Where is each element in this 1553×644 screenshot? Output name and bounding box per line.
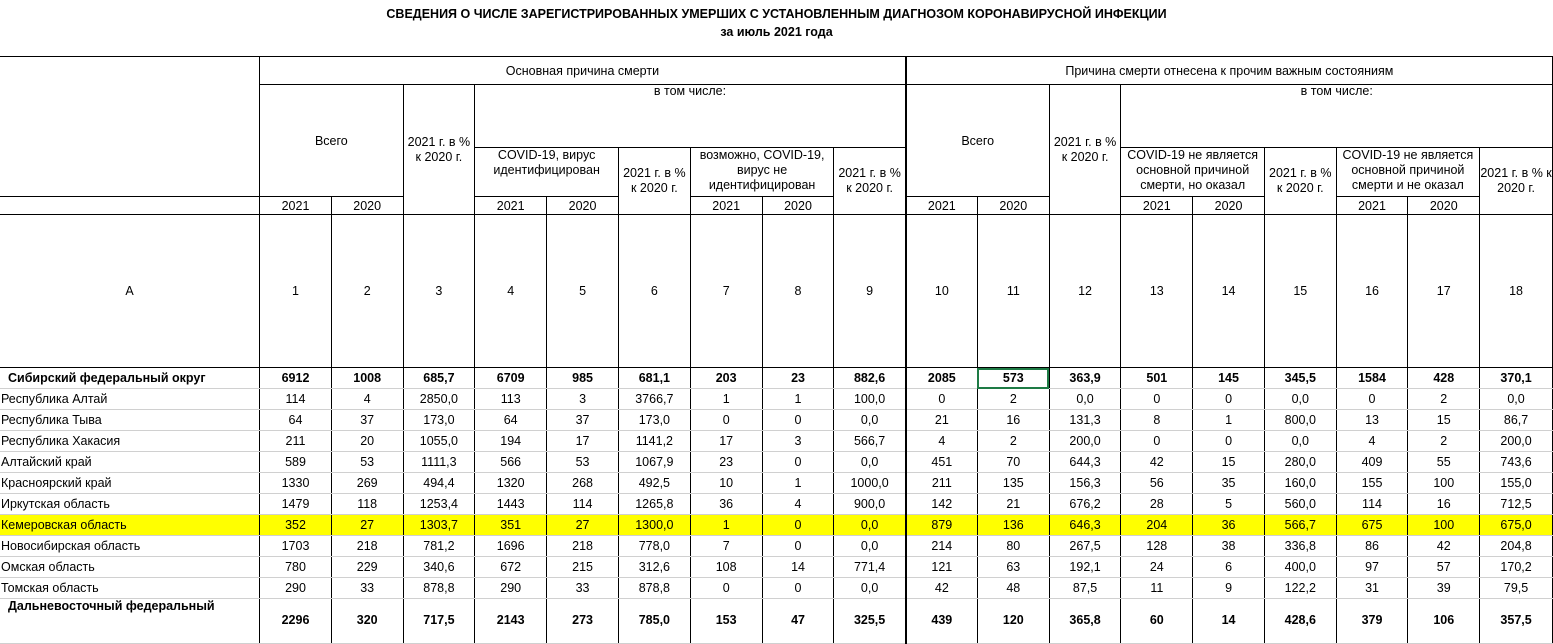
value-cell[interactable]: 501 bbox=[1121, 368, 1193, 389]
table-row bbox=[0, 494, 1553, 515]
value-cell[interactable]: 2296 bbox=[260, 599, 332, 644]
column-number: 18 bbox=[1480, 215, 1553, 368]
header-year: 2020 bbox=[547, 197, 619, 215]
value-cell[interactable]: 1 bbox=[762, 473, 834, 494]
value-cell[interactable]: 145 bbox=[1193, 368, 1265, 389]
header-year: 2020 bbox=[1193, 197, 1265, 215]
value-cell[interactable]: 1111,3 bbox=[403, 452, 475, 473]
table-row bbox=[0, 368, 1553, 389]
column-letter-a: A bbox=[0, 215, 260, 368]
value-cell[interactable]: 114 bbox=[547, 494, 619, 515]
header-total-other: Всего bbox=[906, 85, 1049, 197]
value-cell[interactable]: 771,4 bbox=[834, 557, 906, 578]
value-cell[interactable]: 136 bbox=[977, 515, 1049, 536]
value-cell[interactable]: 1 bbox=[762, 389, 834, 410]
value-cell[interactable]: 566,7 bbox=[1264, 515, 1336, 536]
region-name-cell[interactable]: Алтайский край bbox=[0, 452, 260, 473]
value-cell[interactable]: 27 bbox=[547, 515, 619, 536]
value-cell[interactable]: 63 bbox=[977, 557, 1049, 578]
value-cell[interactable]: 155,0 bbox=[1480, 473, 1553, 494]
value-cell[interactable]: 0 bbox=[762, 410, 834, 431]
value-cell[interactable]: 4 bbox=[1336, 431, 1408, 452]
header-year: 2021 bbox=[260, 197, 332, 215]
value-cell[interactable]: 780 bbox=[260, 557, 332, 578]
table-row bbox=[0, 578, 1553, 599]
region-name-cell[interactable]: Иркутская область bbox=[0, 494, 260, 515]
value-cell[interactable]: 0 bbox=[690, 578, 762, 599]
header-pct-col12: 2021 г. в % к 2020 г. bbox=[1049, 85, 1121, 215]
value-cell[interactable]: 10 bbox=[690, 473, 762, 494]
value-cell[interactable]: 566,7 bbox=[834, 431, 906, 452]
value-cell[interactable]: 60 bbox=[1121, 599, 1193, 644]
header-pct-col18: 2021 г. в % к 2020 г. bbox=[1480, 148, 1553, 215]
value-cell[interactable]: 135 bbox=[977, 473, 1049, 494]
value-cell[interactable]: 1 bbox=[1193, 410, 1265, 431]
header-main-cause: Основная причина смерти bbox=[260, 57, 906, 85]
value-cell[interactable]: 717,5 bbox=[403, 599, 475, 644]
value-cell[interactable]: 363,9 bbox=[1049, 368, 1121, 389]
mortality-table bbox=[0, 56, 1553, 644]
value-cell[interactable]: 1696 bbox=[475, 536, 547, 557]
value-cell[interactable]: 681,1 bbox=[618, 368, 690, 389]
value-cell[interactable]: 675,0 bbox=[1480, 515, 1553, 536]
region-name-cell[interactable]: Красноярский край bbox=[0, 473, 260, 494]
value-cell[interactable]: 215 bbox=[547, 557, 619, 578]
table-row bbox=[0, 473, 1553, 494]
table-row bbox=[0, 515, 1553, 536]
value-cell[interactable]: 428,6 bbox=[1264, 599, 1336, 644]
value-cell[interactable]: 2 bbox=[1408, 431, 1480, 452]
value-cell[interactable]: 439 bbox=[906, 599, 978, 644]
value-cell[interactable]: 122,2 bbox=[1264, 578, 1336, 599]
value-cell[interactable]: 494,4 bbox=[403, 473, 475, 494]
column-number: 16 bbox=[1336, 215, 1408, 368]
value-cell[interactable]: 27 bbox=[331, 515, 403, 536]
value-cell[interactable]: 4 bbox=[906, 431, 978, 452]
header-covid-possible: возможно, COVID-19, вирус не идентифицирован bbox=[690, 148, 834, 197]
value-cell[interactable]: 55 bbox=[1408, 452, 1480, 473]
value-cell[interactable]: 114 bbox=[260, 389, 332, 410]
report-title: СВЕДЕНИЯ О ЧИСЛЕ ЗАРЕГИСТРИРОВАННЫХ УМЕРШИХ С УСТАНОВЛЕННЫМ ДИАГНОЗОМ КОРОНАВИРУСНОЙ ИНФЕКЦИИ bbox=[386, 7, 1167, 21]
value-cell[interactable]: 15 bbox=[1408, 410, 1480, 431]
column-number: 8 bbox=[762, 215, 834, 368]
value-cell[interactable]: 106 bbox=[1408, 599, 1480, 644]
header-year: 2020 bbox=[331, 197, 403, 215]
value-cell[interactable]: 268 bbox=[547, 473, 619, 494]
header-year: 2021 bbox=[475, 197, 547, 215]
value-cell[interactable]: 57 bbox=[1408, 557, 1480, 578]
value-cell[interactable]: 23 bbox=[690, 452, 762, 473]
column-number: 7 bbox=[690, 215, 762, 368]
value-cell[interactable]: 6912 bbox=[260, 368, 332, 389]
header-covid-not-main: COVID-19 не является основной причиной смерти, но оказал bbox=[1121, 148, 1264, 197]
header-year: 2021 bbox=[906, 197, 978, 215]
value-cell[interactable]: 1303,7 bbox=[403, 515, 475, 536]
value-cell[interactable]: 229 bbox=[331, 557, 403, 578]
value-cell[interactable]: 0 bbox=[690, 410, 762, 431]
report-subtitle: за июль 2021 года bbox=[720, 25, 833, 39]
column-number: 2 bbox=[331, 215, 403, 368]
value-cell[interactable]: 0,0 bbox=[834, 515, 906, 536]
value-cell[interactable]: 878,8 bbox=[618, 578, 690, 599]
value-cell[interactable]: 97 bbox=[1336, 557, 1408, 578]
value-cell[interactable]: 64 bbox=[475, 410, 547, 431]
value-cell[interactable]: 340,6 bbox=[403, 557, 475, 578]
value-cell[interactable]: 712,5 bbox=[1480, 494, 1553, 515]
value-cell[interactable]: 35 bbox=[1193, 473, 1265, 494]
value-cell[interactable]: 879 bbox=[906, 515, 978, 536]
value-cell[interactable]: 2143 bbox=[475, 599, 547, 644]
value-cell[interactable]: 86,7 bbox=[1480, 410, 1553, 431]
header-including-main: в том числе: bbox=[475, 85, 906, 148]
value-cell[interactable]: 0 bbox=[762, 536, 834, 557]
value-cell[interactable]: 14 bbox=[1193, 599, 1265, 644]
value-cell[interactable]: 290 bbox=[260, 578, 332, 599]
value-cell[interactable]: 160,0 bbox=[1264, 473, 1336, 494]
value-cell[interactable]: 70 bbox=[977, 452, 1049, 473]
value-cell[interactable]: 785,0 bbox=[618, 599, 690, 644]
value-cell[interactable]: 675 bbox=[1336, 515, 1408, 536]
table-row bbox=[0, 599, 1553, 644]
value-cell[interactable]: 131,3 bbox=[1049, 410, 1121, 431]
value-cell[interactable]: 53 bbox=[331, 452, 403, 473]
value-cell[interactable]: 1000,0 bbox=[834, 473, 906, 494]
value-cell[interactable]: 173,0 bbox=[403, 410, 475, 431]
column-number: 10 bbox=[906, 215, 978, 368]
value-cell[interactable]: 48 bbox=[977, 578, 1049, 599]
header-covid-identified: COVID-19, вирус идентифицирован bbox=[475, 148, 619, 197]
header-year: 2020 bbox=[1408, 197, 1480, 215]
value-cell[interactable]: 3766,7 bbox=[618, 389, 690, 410]
header-year: 2020 bbox=[977, 197, 1049, 215]
value-cell[interactable]: 100 bbox=[1408, 515, 1480, 536]
value-cell[interactable]: 156,3 bbox=[1049, 473, 1121, 494]
value-cell[interactable]: 3 bbox=[547, 389, 619, 410]
value-cell[interactable]: 108 bbox=[690, 557, 762, 578]
value-cell[interactable]: 878,8 bbox=[403, 578, 475, 599]
value-cell[interactable]: 1265,8 bbox=[618, 494, 690, 515]
value-cell[interactable]: 33 bbox=[331, 578, 403, 599]
value-cell[interactable]: 170,2 bbox=[1480, 557, 1553, 578]
column-number: 17 bbox=[1408, 215, 1480, 368]
value-cell[interactable]: 194 bbox=[475, 431, 547, 452]
value-cell[interactable]: 273 bbox=[547, 599, 619, 644]
value-cell[interactable]: 79,5 bbox=[1480, 578, 1553, 599]
value-cell[interactable]: 200,0 bbox=[1480, 431, 1553, 452]
value-cell[interactable]: 357,5 bbox=[1480, 599, 1553, 644]
value-cell[interactable]: 87,5 bbox=[1049, 578, 1121, 599]
value-cell[interactable]: 2 bbox=[1408, 389, 1480, 410]
column-number: 1 bbox=[260, 215, 332, 368]
value-cell[interactable]: 778,0 bbox=[618, 536, 690, 557]
value-cell[interactable]: 118 bbox=[331, 494, 403, 515]
value-cell[interactable]: 218 bbox=[547, 536, 619, 557]
region-name-cell[interactable]: Омская область bbox=[0, 557, 260, 578]
value-cell[interactable]: 0,0 bbox=[834, 536, 906, 557]
value-cell[interactable]: 42 bbox=[1408, 536, 1480, 557]
header-pct-col3: 2021 г. в % к 2020 г. bbox=[403, 85, 475, 215]
value-cell[interactable]: 0,0 bbox=[1264, 389, 1336, 410]
value-cell[interactable]: 13 bbox=[1336, 410, 1408, 431]
value-cell[interactable]: 200,0 bbox=[1049, 431, 1121, 452]
value-cell[interactable]: 1584 bbox=[1336, 368, 1408, 389]
column-number: 6 bbox=[618, 215, 690, 368]
value-cell[interactable]: 33 bbox=[547, 578, 619, 599]
value-cell[interactable]: 113 bbox=[475, 389, 547, 410]
value-cell[interactable]: 64 bbox=[260, 410, 332, 431]
value-cell[interactable]: 214 bbox=[906, 536, 978, 557]
value-cell[interactable]: 218 bbox=[331, 536, 403, 557]
region-name-cell[interactable]: Сибирский федеральный округ bbox=[0, 368, 260, 389]
region-name-cell[interactable]: Кемеровская область bbox=[0, 515, 260, 536]
value-cell[interactable]: 15 bbox=[1193, 452, 1265, 473]
value-cell[interactable]: 351 bbox=[475, 515, 547, 536]
value-cell[interactable]: 492,5 bbox=[618, 473, 690, 494]
value-cell[interactable]: 4 bbox=[762, 494, 834, 515]
value-cell[interactable]: 428 bbox=[1408, 368, 1480, 389]
corner-cell bbox=[0, 57, 260, 197]
region-name-cell[interactable]: Томская область bbox=[0, 578, 260, 599]
value-cell[interactable]: 204 bbox=[1121, 515, 1193, 536]
value-cell[interactable]: 192,1 bbox=[1049, 557, 1121, 578]
value-cell[interactable]: 1479 bbox=[260, 494, 332, 515]
value-cell[interactable]: 142 bbox=[906, 494, 978, 515]
value-cell[interactable]: 566 bbox=[475, 452, 547, 473]
value-cell[interactable]: 325,5 bbox=[834, 599, 906, 644]
value-cell[interactable]: 267,5 bbox=[1049, 536, 1121, 557]
header-covid-not-main-2: COVID-19 не является основной причиной смерти и не оказал bbox=[1336, 148, 1479, 197]
value-cell[interactable]: 31 bbox=[1336, 578, 1408, 599]
value-cell[interactable]: 379 bbox=[1336, 599, 1408, 644]
value-cell[interactable]: 17 bbox=[547, 431, 619, 452]
value-cell[interactable]: 100,0 bbox=[834, 389, 906, 410]
value-cell[interactable]: 153 bbox=[690, 599, 762, 644]
value-cell[interactable]: 672 bbox=[475, 557, 547, 578]
value-cell[interactable]: 47 bbox=[762, 599, 834, 644]
value-cell[interactable]: 0 bbox=[762, 578, 834, 599]
value-cell[interactable]: 0,0 bbox=[1049, 389, 1121, 410]
value-cell[interactable]: 3 bbox=[762, 431, 834, 452]
value-cell[interactable]: 0 bbox=[1121, 389, 1193, 410]
value-cell[interactable]: 9 bbox=[1193, 578, 1265, 599]
value-cell[interactable]: 39 bbox=[1408, 578, 1480, 599]
value-cell[interactable]: 1 bbox=[690, 515, 762, 536]
value-cell[interactable]: 7 bbox=[690, 536, 762, 557]
value-cell[interactable]: 24 bbox=[1121, 557, 1193, 578]
value-cell[interactable]: 1320 bbox=[475, 473, 547, 494]
table-row bbox=[0, 557, 1553, 578]
value-cell[interactable]: 1055,0 bbox=[403, 431, 475, 452]
value-cell[interactable]: 312,6 bbox=[618, 557, 690, 578]
value-cell[interactable]: 0 bbox=[762, 515, 834, 536]
value-cell[interactable]: 0 bbox=[1121, 431, 1193, 452]
header-total-main: Всего bbox=[260, 85, 403, 197]
value-cell[interactable]: 204,8 bbox=[1480, 536, 1553, 557]
value-cell[interactable]: 2 bbox=[977, 389, 1049, 410]
value-cell[interactable]: 5 bbox=[1193, 494, 1265, 515]
table-row bbox=[0, 536, 1553, 557]
value-cell[interactable]: 37 bbox=[547, 410, 619, 431]
value-cell[interactable]: 17 bbox=[690, 431, 762, 452]
column-number: 9 bbox=[834, 215, 906, 368]
value-cell[interactable]: 1703 bbox=[260, 536, 332, 557]
value-cell[interactable]: 11 bbox=[1121, 578, 1193, 599]
value-cell[interactable]: 2085 bbox=[906, 368, 978, 389]
value-cell[interactable]: 114 bbox=[1336, 494, 1408, 515]
value-cell[interactable]: 0,0 bbox=[1264, 431, 1336, 452]
value-cell[interactable]: 573 bbox=[977, 368, 1049, 389]
value-cell[interactable]: 409 bbox=[1336, 452, 1408, 473]
value-cell[interactable]: 36 bbox=[690, 494, 762, 515]
value-cell[interactable]: 86 bbox=[1336, 536, 1408, 557]
column-number: 13 bbox=[1121, 215, 1193, 368]
value-cell[interactable]: 0 bbox=[1193, 431, 1265, 452]
header-blank bbox=[0, 197, 260, 215]
value-cell[interactable]: 0,0 bbox=[834, 410, 906, 431]
value-cell[interactable]: 900,0 bbox=[834, 494, 906, 515]
region-name-cell[interactable]: Республика Хакасия bbox=[0, 431, 260, 452]
column-number: 5 bbox=[547, 215, 619, 368]
value-cell[interactable]: 23 bbox=[762, 368, 834, 389]
value-cell[interactable]: 8 bbox=[1121, 410, 1193, 431]
value-cell[interactable]: 1008 bbox=[331, 368, 403, 389]
value-cell[interactable]: 6 bbox=[1193, 557, 1265, 578]
value-cell[interactable]: 0 bbox=[1336, 389, 1408, 410]
value-cell[interactable]: 2850,0 bbox=[403, 389, 475, 410]
value-cell[interactable]: 676,2 bbox=[1049, 494, 1121, 515]
value-cell[interactable]: 985 bbox=[547, 368, 619, 389]
value-cell[interactable]: 1 bbox=[690, 389, 762, 410]
value-cell[interactable]: 781,2 bbox=[403, 536, 475, 557]
header-including-other: в том числе: bbox=[1121, 85, 1553, 148]
header-year: 2021 bbox=[1121, 197, 1193, 215]
value-cell[interactable]: 14 bbox=[762, 557, 834, 578]
value-cell[interactable]: 269 bbox=[331, 473, 403, 494]
value-cell[interactable]: 211 bbox=[260, 431, 332, 452]
value-cell[interactable]: 280,0 bbox=[1264, 452, 1336, 473]
value-cell[interactable]: 203 bbox=[690, 368, 762, 389]
table-row bbox=[0, 389, 1553, 410]
value-cell[interactable]: 80 bbox=[977, 536, 1049, 557]
value-cell[interactable]: 685,7 bbox=[403, 368, 475, 389]
value-cell[interactable]: 320 bbox=[331, 599, 403, 644]
region-name-cell[interactable]: Новосибирская область bbox=[0, 536, 260, 557]
value-cell[interactable]: 882,6 bbox=[834, 368, 906, 389]
value-cell[interactable]: 646,3 bbox=[1049, 515, 1121, 536]
value-cell[interactable]: 121 bbox=[906, 557, 978, 578]
header-pct-col15: 2021 г. в % к 2020 г. bbox=[1264, 148, 1336, 215]
value-cell[interactable]: 0,0 bbox=[834, 452, 906, 473]
region-name-cell[interactable]: Республика Алтай bbox=[0, 389, 260, 410]
value-cell[interactable]: 36 bbox=[1193, 515, 1265, 536]
region-name-cell[interactable]: Дальневосточный федеральный bbox=[0, 599, 260, 644]
header-pct-col9: 2021 г. в % к 2020 г. bbox=[834, 148, 906, 215]
column-number: 12 bbox=[1049, 215, 1121, 368]
value-cell[interactable]: 0,0 bbox=[834, 578, 906, 599]
value-cell[interactable]: 1067,9 bbox=[618, 452, 690, 473]
value-cell[interactable]: 0 bbox=[762, 452, 834, 473]
value-cell[interactable]: 16 bbox=[977, 410, 1049, 431]
value-cell[interactable]: 400,0 bbox=[1264, 557, 1336, 578]
value-cell[interactable]: 21 bbox=[977, 494, 1049, 515]
value-cell[interactable]: 53 bbox=[547, 452, 619, 473]
value-cell[interactable]: 743,6 bbox=[1480, 452, 1553, 473]
value-cell[interactable]: 155 bbox=[1336, 473, 1408, 494]
value-cell[interactable]: 173,0 bbox=[618, 410, 690, 431]
header-other-cause: Причина смерти отнесена к прочим важным состояниям bbox=[906, 57, 1553, 85]
value-cell[interactable]: 644,3 bbox=[1049, 452, 1121, 473]
value-cell[interactable]: 28 bbox=[1121, 494, 1193, 515]
value-cell[interactable]: 365,8 bbox=[1049, 599, 1121, 644]
value-cell[interactable]: 1141,2 bbox=[618, 431, 690, 452]
value-cell[interactable]: 4 bbox=[331, 389, 403, 410]
column-number: 15 bbox=[1264, 215, 1336, 368]
value-cell[interactable]: 6709 bbox=[475, 368, 547, 389]
value-cell[interactable]: 345,5 bbox=[1264, 368, 1336, 389]
column-number: 3 bbox=[403, 215, 475, 368]
value-cell[interactable]: 0 bbox=[906, 389, 978, 410]
value-cell[interactable]: 56 bbox=[1121, 473, 1193, 494]
header-pct-col6: 2021 г. в % к 2020 г. bbox=[618, 148, 690, 215]
value-cell[interactable]: 352 bbox=[260, 515, 332, 536]
value-cell[interactable]: 2 bbox=[977, 431, 1049, 452]
value-cell[interactable]: 451 bbox=[906, 452, 978, 473]
column-number: 11 bbox=[977, 215, 1049, 368]
value-cell[interactable]: 42 bbox=[906, 578, 978, 599]
table-row bbox=[0, 452, 1553, 473]
table-row bbox=[0, 431, 1553, 452]
value-cell[interactable]: 560,0 bbox=[1264, 494, 1336, 515]
value-cell[interactable]: 589 bbox=[260, 452, 332, 473]
value-cell[interactable]: 128 bbox=[1121, 536, 1193, 557]
value-cell[interactable]: 100 bbox=[1408, 473, 1480, 494]
value-cell[interactable]: 211 bbox=[906, 473, 978, 494]
region-name-cell[interactable]: Республика Тыва bbox=[0, 410, 260, 431]
value-cell[interactable]: 370,1 bbox=[1480, 368, 1553, 389]
value-cell[interactable]: 1330 bbox=[260, 473, 332, 494]
value-cell[interactable]: 38 bbox=[1193, 536, 1265, 557]
table-row bbox=[0, 410, 1553, 431]
value-cell[interactable]: 800,0 bbox=[1264, 410, 1336, 431]
value-cell[interactable]: 1300,0 bbox=[618, 515, 690, 536]
header-year: 2020 bbox=[762, 197, 834, 215]
value-cell[interactable]: 42 bbox=[1121, 452, 1193, 473]
column-number: 4 bbox=[475, 215, 547, 368]
value-cell[interactable]: 120 bbox=[977, 599, 1049, 644]
value-cell[interactable]: 16 bbox=[1408, 494, 1480, 515]
value-cell[interactable]: 0,0 bbox=[1480, 389, 1553, 410]
value-cell[interactable]: 1253,4 bbox=[403, 494, 475, 515]
header-year: 2021 bbox=[690, 197, 762, 215]
value-cell[interactable]: 37 bbox=[331, 410, 403, 431]
value-cell[interactable]: 336,8 bbox=[1264, 536, 1336, 557]
column-number: 14 bbox=[1193, 215, 1265, 368]
value-cell[interactable]: 20 bbox=[331, 431, 403, 452]
value-cell[interactable]: 290 bbox=[475, 578, 547, 599]
header-year: 2021 bbox=[1336, 197, 1408, 215]
value-cell[interactable]: 21 bbox=[906, 410, 978, 431]
value-cell[interactable]: 0 bbox=[1193, 389, 1265, 410]
value-cell[interactable]: 1443 bbox=[475, 494, 547, 515]
